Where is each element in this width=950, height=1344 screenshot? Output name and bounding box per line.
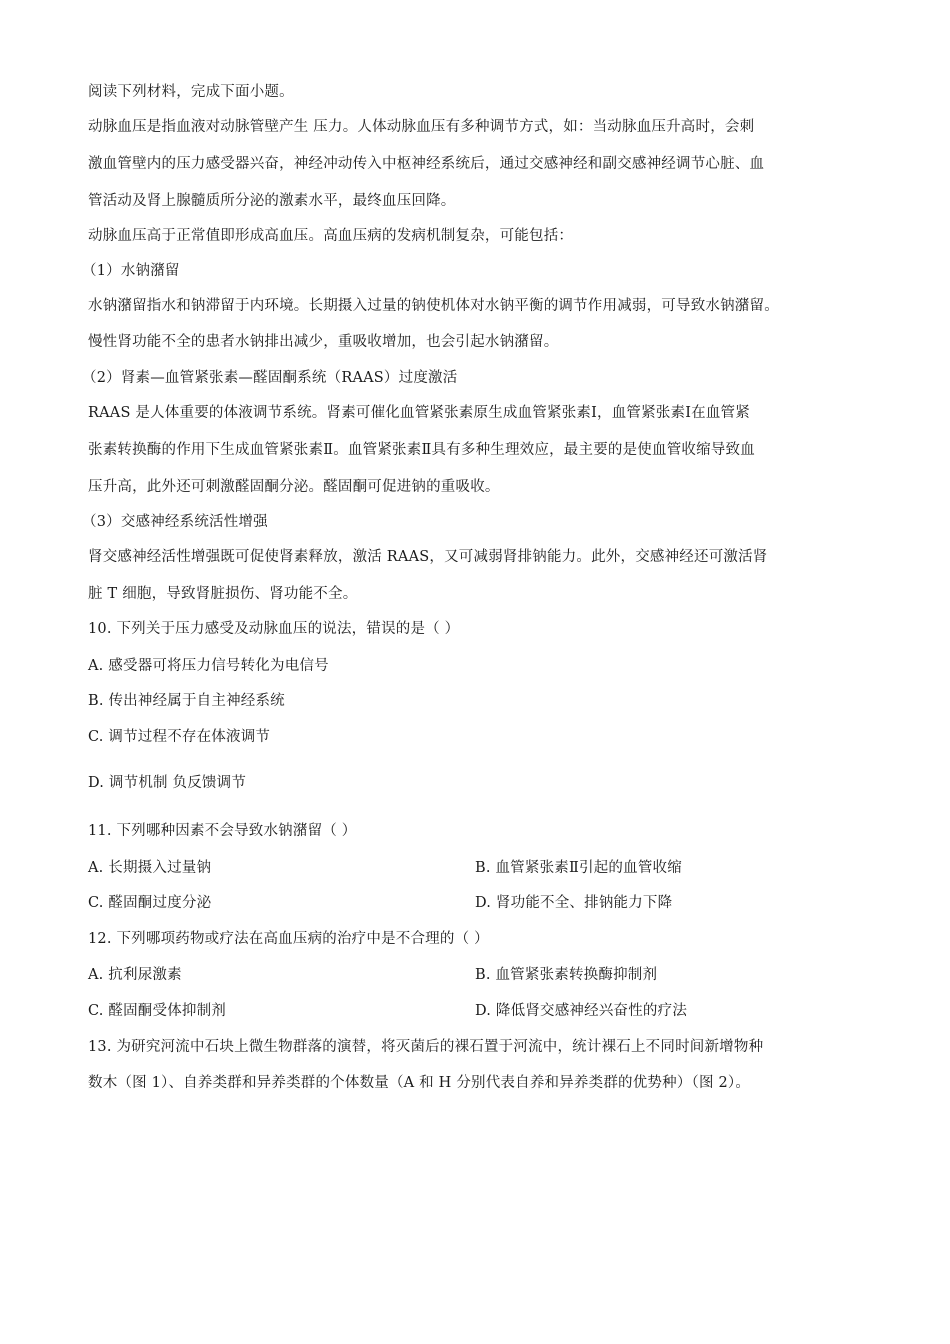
section-heading-3: （3）交感神经系统活性增强 bbox=[82, 514, 268, 530]
question-11-option-d: D. 肾功能不全、排钠能力下降 bbox=[475, 895, 673, 911]
section-1-line-2: 慢性肾功能不全的患者水钠排出减少，重吸收增加，也会引起水钠潴留。 bbox=[88, 334, 559, 350]
passage-paragraph-1-line-2: 激血管壁内的压力感受器兴奋，神经冲动传入中枢神经系统后，通过交感神经和副交感神经调节心脏、血 bbox=[88, 156, 765, 172]
section-3-line-2: 脏 T 细胞，导致肾脏损伤、肾功能不全。 bbox=[88, 586, 358, 602]
section-2-line-3: 压升高，此外还可刺激醛固酮分泌。醛固酮可促进钠的重吸收。 bbox=[88, 479, 500, 495]
section-1-line-1: 水钠潴留指水和钠滞留于内环境。长期摄入过量的钠使机体对水钠平衡的调节作用减弱，可导致水钠潴留。 bbox=[88, 298, 779, 314]
question-11-stem: 11. 下列哪种因素不会导致水钠潴留（ ） bbox=[88, 823, 357, 839]
question-11-option-b: B. 血管紧张素Ⅱ引起的血管收缩 bbox=[475, 860, 682, 876]
section-heading-1: （1）水钠潴留 bbox=[82, 263, 180, 279]
question-12-option-c: C. 醛固酮受体抑制剂 bbox=[88, 1003, 226, 1019]
question-10-stem: 10. 下列关于压力感受及动脉血压的说法，错误的是（ ） bbox=[88, 621, 460, 637]
section-heading-2: （2）肾素—血管紧张素—醛固酮系统（RAAS）过度激活 bbox=[82, 370, 458, 386]
question-10-option-a: A. 感受器可将压力信号转化为电信号 bbox=[88, 658, 329, 674]
section-3-line-1: 肾交感神经活性增强既可促使肾素释放，激活 RAAS，又可减弱肾排钠能力。此外，交感神经还可激活肾 bbox=[88, 549, 768, 565]
question-12-option-b: B. 血管紧张素转换酶抑制剂 bbox=[475, 967, 658, 983]
question-13-line-2: 数木（图 1）、自养类群和异养类群的个体数量（A 和 H 分别代表自养和异养类群的优势种）（图 2）。 bbox=[88, 1075, 751, 1091]
reading-instruction: 阅读下列材料，完成下面小题。 bbox=[88, 84, 294, 100]
passage-paragraph-1-line-3: 管活动及肾上腺髓质所分泌的激素水平，最终血压回降。 bbox=[88, 193, 456, 209]
question-11-option-c: C. 醛固酮过度分泌 bbox=[88, 895, 212, 911]
question-12-option-d: D. 降低肾交感神经兴奋性的疗法 bbox=[475, 1003, 688, 1019]
question-11-option-a: A. 长期摄入过量钠 bbox=[88, 860, 212, 876]
question-10-option-d: D. 调节机制 负反馈调节 bbox=[88, 775, 247, 791]
section-2-line-1: RAAS 是人体重要的体液调节系统。肾素可催化血管紧张素原生成血管紧张素Ⅰ，血管紧张素Ⅰ在血管紧 bbox=[88, 405, 750, 421]
question-10-option-b: B. 传出神经属于自主神经系统 bbox=[88, 693, 285, 709]
question-13-line-1: 13. 为研究河流中石块上微生物群落的演替，将灭菌后的裸石置于河流中，统计裸石上不同时间新增物种 bbox=[88, 1039, 764, 1055]
section-2-line-2: 张素转换酶的作用下生成血管紧张素Ⅱ。血管紧张素Ⅱ具有多种生理效应，最主要的是使血管收缩导致血 bbox=[88, 442, 755, 458]
question-12-option-a: A. 抗利尿激素 bbox=[88, 967, 182, 983]
passage-paragraph-2: 动脉血压高于正常值即形成高血压。高血压病的发病机制复杂，可能包括： bbox=[88, 228, 574, 244]
passage-paragraph-1-line-1: 动脉血压是指血液对动脉管壁产生 压力。人体动脉血压有多种调节方式，如：当动脉血压升高时，会刺 bbox=[88, 119, 755, 135]
question-10-option-c: C. 调节过程不存在体液调节 bbox=[88, 729, 271, 745]
question-12-stem: 12. 下列哪项药物或疗法在高血压病的治疗中是不合理的（ ） bbox=[88, 931, 489, 947]
